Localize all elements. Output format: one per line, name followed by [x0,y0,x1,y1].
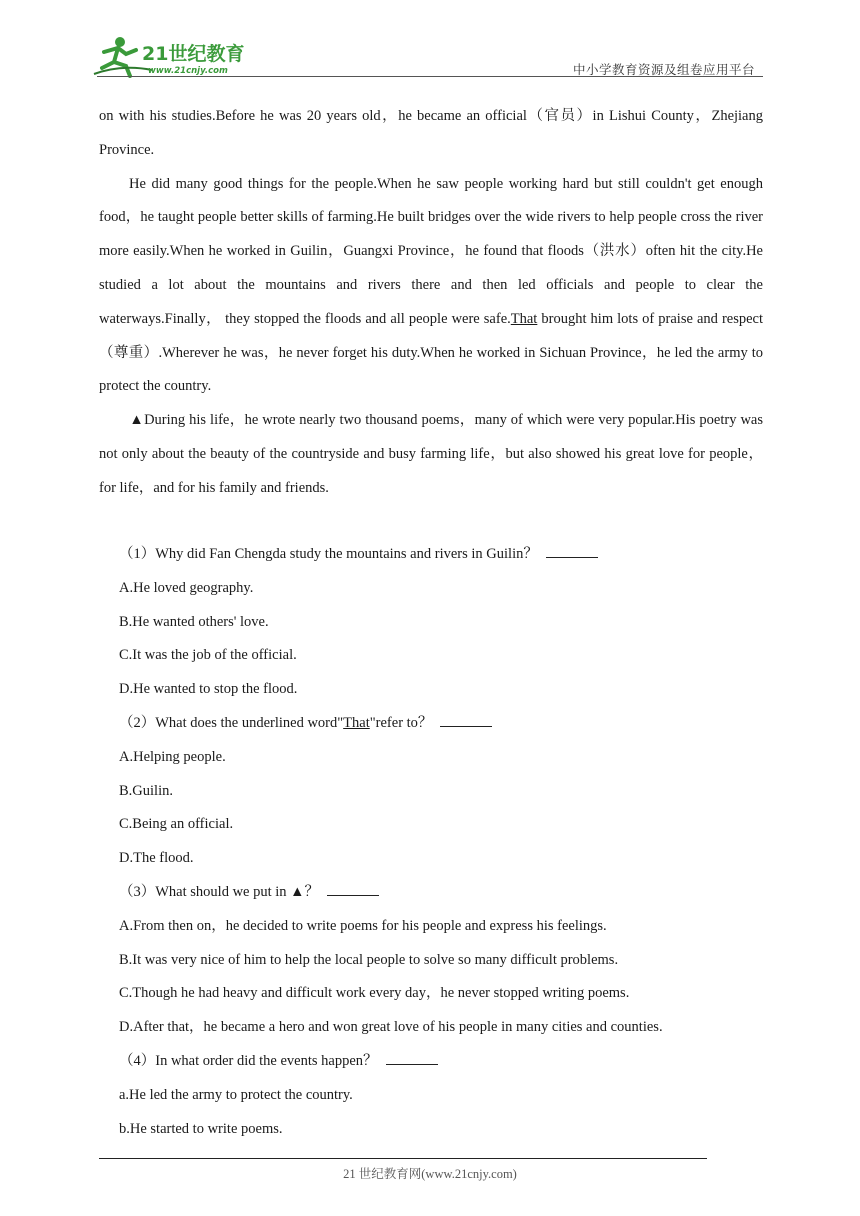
option-3c: C.Though he had heavy and difficult work every day，he never stopped writing poems. [119,985,630,1002]
answer-blank-4[interactable] [386,1050,438,1065]
option-1a: A.He loved geography. [119,579,254,596]
question-2-text: （2）What does the underlined word" [119,714,344,731]
question-1 [119,538,779,572]
triangle-marker-icon: ▲ [129,412,145,429]
passage-paragraph-2-text: He did many good things for the people.When he saw people working hard but still couldn't get enough food，he taught people better skills of farming.He built bridges over the wide rivers to help people cross the river more easily.When he worked in Guilin，Guangxi Province，he found that floods（洪水）often hit the city.He studied a lot about the mountains and rivers there and then led officials and people to clear the waterways.Finally， they stopped the floods and all people were safe. [99,175,763,327]
option-2c: C.Being an official. [119,816,234,833]
answer-blank-2[interactable] [440,712,492,727]
option-2d: D.The flood. [119,850,194,867]
option-1b: B.He wanted others' love. [119,613,269,630]
question-2 [119,707,779,741]
question-2-text-end: "refer to？ [369,714,433,731]
passage-paragraph-3 [99,404,763,505]
option-3d: D.After that，he became a hero and won great love of his people in many cities and counties. [119,1019,663,1036]
question-list [119,538,779,1146]
passage-paragraph-3-text: During his life，he wrote nearly two thousand poems，many of which were very popular.His poetry was not only about the beauty of the countryside and busy farming life，but also showed his great love for people，for life，and for his family and friends. [99,412,764,496]
reading-passage [99,100,763,506]
answer-blank-1[interactable] [546,543,598,558]
question-3-text-end: ？ [304,883,320,900]
question-1-text: （1）Why did Fan Chengda study the mountains and rivers in Guilin？ [119,546,538,562]
option-2a: A.Helping people. [119,748,226,765]
triangle-marker-icon: ▲ [290,883,305,900]
event-b: b.He started to write poems. [119,1120,283,1137]
passage-paragraph-1 [99,100,763,168]
option-3b: B.It was very nice of him to help the local people to solve so many difficult problems. [119,951,619,968]
question-3-text: （3）What should we put in [119,883,291,900]
question-2-underlined-word: That [343,714,370,731]
question-4 [119,1045,779,1079]
logo-url: www.21cnjy.com [148,66,228,76]
page-footer: 21 世纪教育网(www.21cnjy.com) [343,1167,517,1181]
question-3 [119,876,779,910]
site-logo [92,34,262,78]
question-4-text: （4）In what order did the events happen？ [119,1052,378,1069]
passage-paragraph-2-rest: brought him lots of praise and respect（尊重）.Wherever he was，he never forget his duty.When he worked in Sichuan Province，he led the army to protect the country. [99,310,763,395]
header-divider [97,76,763,77]
option-2b: B.Guilin. [119,782,173,799]
option-1c: C.It was the job of the official. [119,647,297,664]
platform-name: 中小学教育资源及组卷应用平台 [572,62,755,77]
page-header [0,0,860,80]
logo-title: 21世纪教育 [142,43,245,65]
underlined-word: That [510,310,538,327]
footer-divider [99,1158,707,1159]
option-3a: A.From then on，he decided to write poems for his people and express his feelings. [119,917,607,934]
option-1d: D.He wanted to stop the flood. [119,681,298,698]
event-a: a.He led the army to protect the country. [119,1086,353,1103]
answer-blank-3[interactable] [327,881,379,896]
passage-paragraph-2 [99,168,763,405]
passage-paragraph-1-text: on with his studies.Before he was 20 years old，he became an official（官员）in Lishui County，Zhejiang Province. [99,108,763,158]
